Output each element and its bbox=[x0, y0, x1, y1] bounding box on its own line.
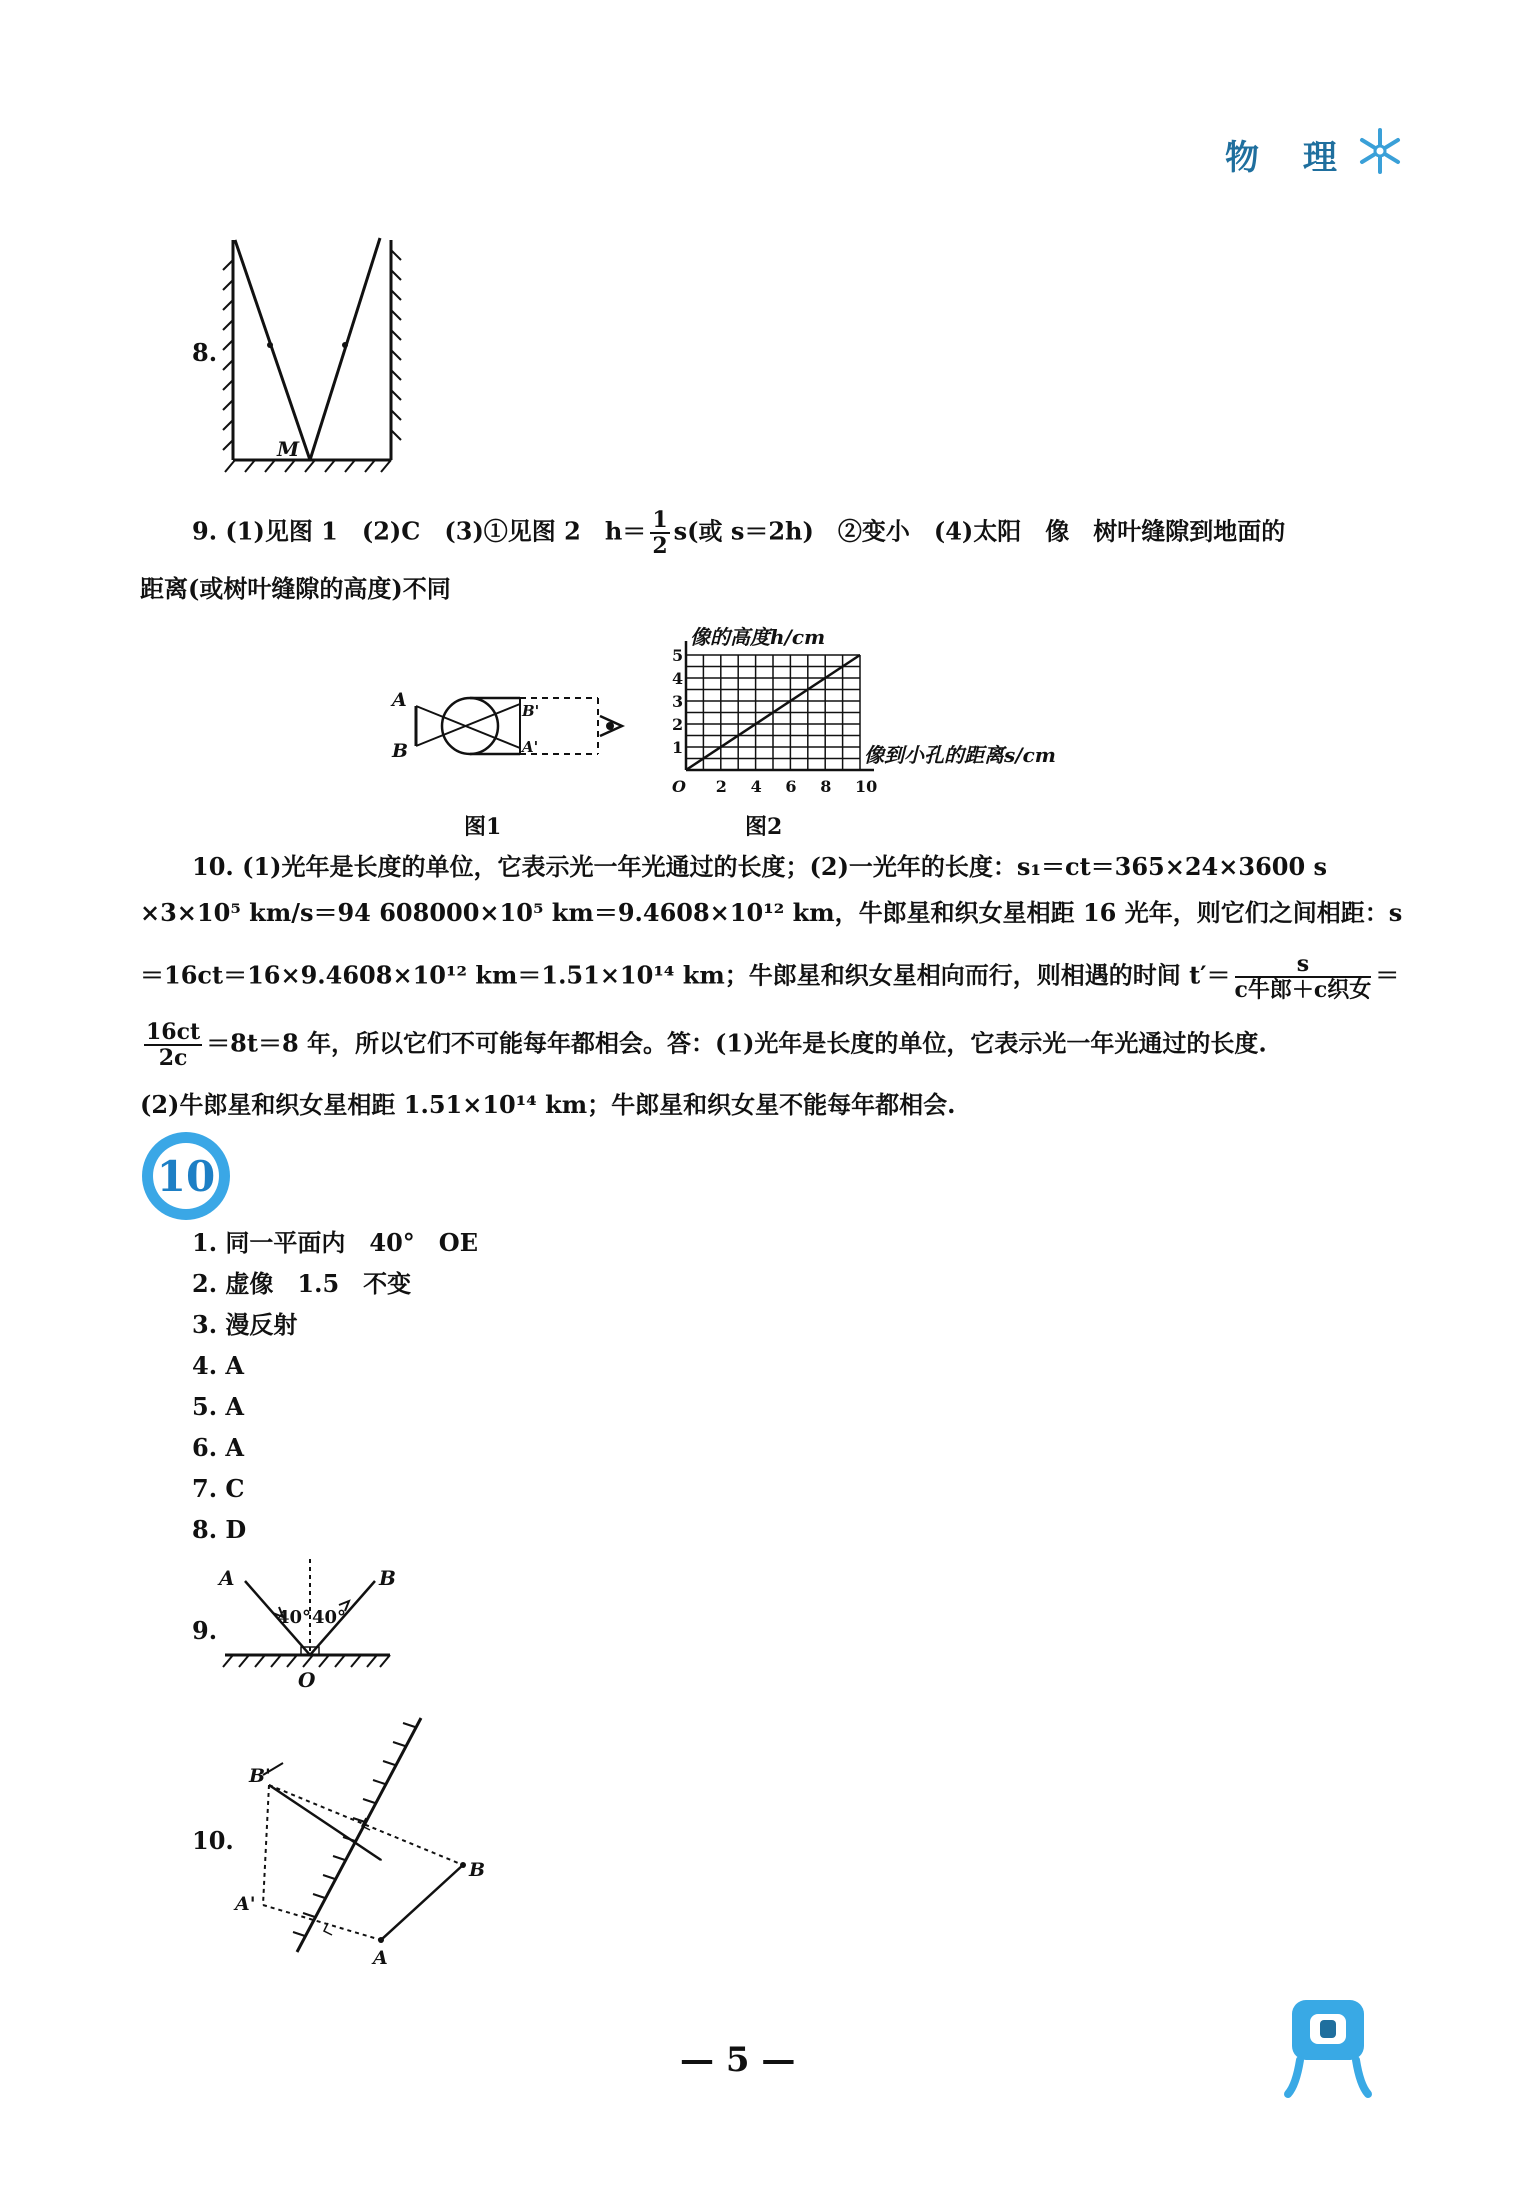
x-tick-label: 2 bbox=[715, 777, 727, 796]
answer-item: 7. C bbox=[192, 1474, 245, 1503]
answer-item: 1. 同一平面内 40° OE bbox=[192, 1228, 479, 1257]
snowflake-icon bbox=[1355, 126, 1405, 176]
q10-line1: 10. (1)光年是长度的单位，它表示光一年光通过的长度；(2)一光年的长度：s₁＝ct＝365×24×3600 s bbox=[192, 852, 1328, 881]
q10-line4: $\frac{16ct}{2c}$ ＝8t＝8 年，所以它们不可能每年都相会。答：(1)光年是长度的单位，它表示光一年光通过的长度. bbox=[146, 1019, 1267, 1071]
svg-text:B: B bbox=[379, 1566, 396, 1590]
origin-label: O bbox=[672, 777, 686, 796]
svg-text:A': A' bbox=[235, 1893, 256, 1915]
fig2-xlabel: 像到小孔的距离s/cm bbox=[864, 743, 1056, 767]
answer-item: 4. A bbox=[192, 1351, 245, 1380]
y-tick-label: 4 bbox=[672, 669, 684, 688]
fig2-ylabel: 像的高度h/cm bbox=[690, 625, 826, 649]
svg-text:A: A bbox=[219, 1566, 235, 1590]
q10-line2: ×3×10⁵ km/s＝94 608000×10⁵ km＝9.4608×10¹² km，牛郎星和织女星相距 16 光年，则它们之间相距：s bbox=[140, 898, 1403, 927]
fig1-caption: 图1 bbox=[464, 814, 502, 840]
reflection-figure bbox=[215, 1555, 405, 1695]
svg-text:O: O bbox=[298, 1668, 316, 1692]
x-tick-label: 4 bbox=[750, 777, 762, 796]
svg-text:40°: 40° bbox=[277, 1607, 312, 1628]
x-tick-label: 8 bbox=[820, 777, 832, 796]
q10-line5: (2)牛郎星和织女星相距 1.51×10¹⁴ km；牛郎星和织女星不能每年都相会. bbox=[140, 1090, 956, 1119]
fig2-caption: 图2 bbox=[745, 814, 783, 840]
x-tick-label: 6 bbox=[785, 777, 797, 796]
section-badge: 10 bbox=[142, 1132, 230, 1220]
svg-text:B: B bbox=[469, 1859, 486, 1881]
q9-fraction: $\frac{1}{2}$ bbox=[652, 507, 668, 559]
answer-item: 2. 虚像 1.5 不变 bbox=[192, 1269, 412, 1298]
mascot-icon bbox=[1280, 1990, 1380, 2100]
svg-text:A: A bbox=[392, 689, 407, 711]
s10-q10-label: 10. bbox=[192, 1826, 234, 1855]
q9-line2: 距离(或树叶缝隙的高度)不同 bbox=[140, 574, 451, 603]
q10-fraction-2: $\frac{16ct}{2c}$ bbox=[146, 1019, 201, 1071]
answer-item: 6. A bbox=[192, 1433, 245, 1462]
q9-line1: 9. (1)见图 1 (2)C (3)①见图 2 h＝ $\frac{1}{2}$ s(或 s＝2h) ②变小 (4)太阳 像 树叶缝隙到地面的 bbox=[192, 507, 1286, 559]
svg-text:M: M bbox=[277, 437, 300, 461]
header-subject: 物 理 bbox=[1225, 138, 1353, 178]
x-tick-label: 10 bbox=[855, 777, 878, 796]
q10-fraction-1: $\frac{s}{\text{c牛郎＋c织女}}$ bbox=[1234, 951, 1372, 1003]
q8-mirror-figure bbox=[215, 230, 415, 480]
svg-text:40°: 40° bbox=[312, 1607, 347, 1628]
plane-mirror-figure bbox=[225, 1710, 495, 1970]
fig2-chart bbox=[668, 640, 880, 805]
q10-line3: ＝16ct＝16×9.4608×10¹² km＝1.51×10¹⁴ km；牛郎星和织女星相向而行，则相遇的时间 t′＝ $\frac{s}{\text{c牛郎＋c织女}}$ ＝ bbox=[140, 951, 1400, 1003]
y-tick-label: 5 bbox=[672, 646, 684, 665]
svg-text:A': A' bbox=[522, 738, 539, 756]
svg-text:A: A bbox=[373, 1947, 388, 1969]
answer-item: 5. A bbox=[192, 1392, 245, 1421]
svg-text:B': B' bbox=[249, 1765, 271, 1787]
y-tick-label: 1 bbox=[672, 738, 684, 757]
answer-item: 8. D bbox=[192, 1515, 247, 1544]
answers-list bbox=[192, 1228, 478, 1556]
page-number: — 5 — bbox=[680, 2040, 796, 2080]
svg-text:B: B bbox=[392, 740, 409, 762]
q8-label: 8. bbox=[192, 338, 218, 367]
y-tick-label: 3 bbox=[672, 692, 684, 711]
answer-item: 3. 漫反射 bbox=[192, 1310, 298, 1339]
svg-text:B': B' bbox=[522, 702, 540, 720]
s10-q9-label: 9. bbox=[192, 1616, 218, 1645]
fig1-pinhole-diagram bbox=[388, 670, 638, 775]
y-tick-label: 2 bbox=[672, 715, 684, 734]
